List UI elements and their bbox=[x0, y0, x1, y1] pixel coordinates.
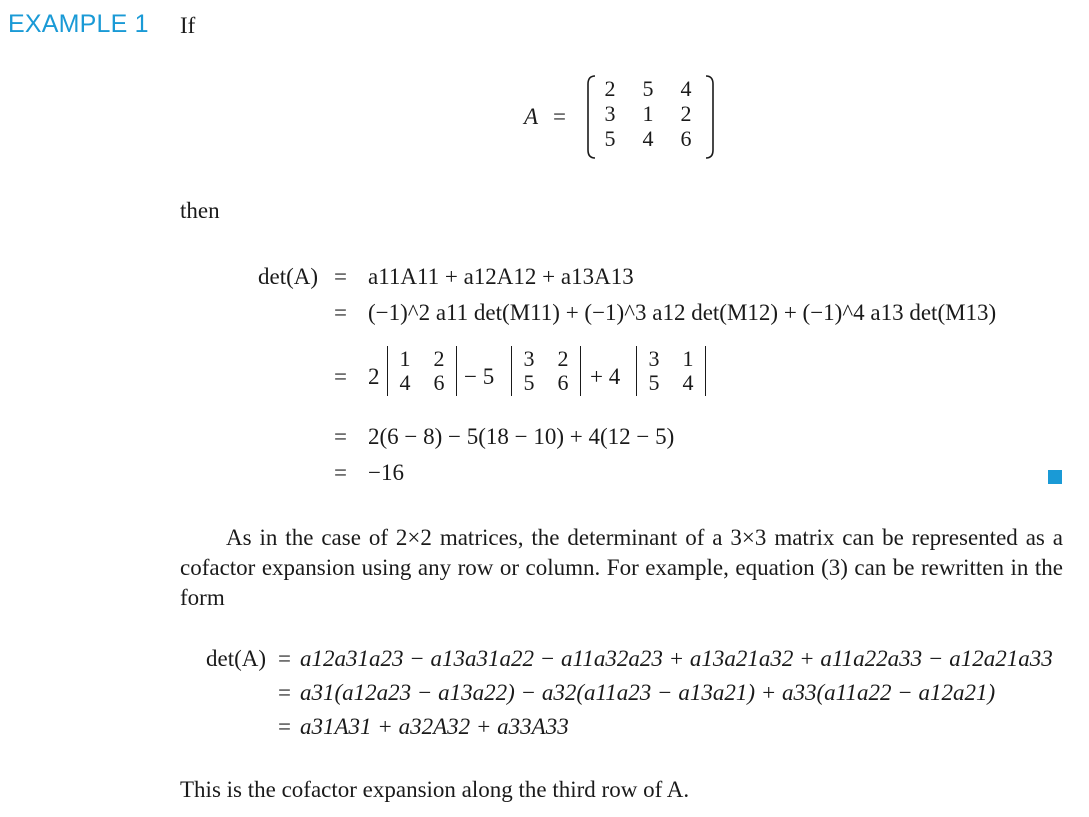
matrix-a bbox=[591, 76, 705, 151]
matrix-name: A bbox=[524, 104, 539, 129]
matrix-cell: 6 bbox=[680, 126, 692, 151]
matrix-cell: 2 bbox=[604, 76, 616, 101]
matrix-cell: 4 bbox=[642, 126, 654, 151]
end-of-example-icon bbox=[1048, 470, 1062, 484]
expansion-equals: = bbox=[278, 714, 291, 739]
det-cell: 3 bbox=[523, 346, 535, 371]
matrix-cell: 3 bbox=[604, 101, 616, 126]
derivation-lhs: det(A) bbox=[258, 264, 319, 289]
matrix-cell: 2 bbox=[680, 101, 692, 126]
det-cell: 5 bbox=[523, 370, 535, 395]
derivation-equals: = bbox=[334, 364, 347, 389]
paragraph-cofactor-intro: As in the case of 2×2 matrices, the determinant of a 3×3 matrix can be represented as a cofactor expansion using any row or column. For example, equation (3) can be rewritten in the form bbox=[180, 525, 1063, 610]
det-cell: 3 bbox=[648, 346, 660, 371]
det-cell: 4 bbox=[682, 370, 694, 395]
conclusion-text: This is the cofactor expansion along the third row of A. bbox=[180, 777, 690, 802]
op-3: + 4 bbox=[590, 364, 621, 389]
derivation-line-2: (−1)^2 a11 det(M11) + (−1)^3 a12 det(M12) + (−1)^4 a13 det(M13) bbox=[368, 300, 997, 325]
det-cell: 1 bbox=[682, 346, 694, 371]
expansion-line-3: a31A31 + a32A32 + a33A33 bbox=[300, 714, 569, 739]
derivation-line-5: −16 bbox=[368, 460, 404, 485]
expansion-equals: = bbox=[278, 680, 291, 705]
example-label: EXAMPLE 1 bbox=[8, 10, 149, 38]
det-cell: 6 bbox=[433, 370, 445, 395]
derivation-equals: = bbox=[334, 300, 347, 325]
minor-det-2 bbox=[511, 346, 581, 396]
op-2: − 5 bbox=[464, 364, 495, 389]
det-cell: 5 bbox=[648, 370, 660, 395]
matrix-cell: 5 bbox=[642, 76, 654, 101]
det-cell: 2 bbox=[557, 346, 569, 371]
expansion-lhs: det(A) bbox=[206, 646, 267, 671]
then-word: then bbox=[180, 198, 220, 223]
matrix-cell: 4 bbox=[680, 76, 692, 101]
matrix-cell: 1 bbox=[642, 101, 654, 126]
matrix-cell: 5 bbox=[604, 126, 616, 151]
matrix-equals: = bbox=[553, 104, 566, 129]
coef-1: 2 bbox=[368, 364, 380, 389]
expansion-line-1: a12a31a23 − a13a31a22 − a11a32a23 + a13a21a32 + a11a22a33 − a12a21a33 bbox=[300, 646, 1053, 671]
det-cell: 1 bbox=[399, 346, 411, 371]
derivation-equals: = bbox=[334, 460, 347, 485]
det-cell: 4 bbox=[399, 370, 411, 395]
det-cell: 2 bbox=[433, 346, 445, 371]
expansion-line-2: a31(a12a23 − a13a22) − a32(a11a23 − a13a21) + a33(a11a22 − a12a21) bbox=[300, 680, 996, 705]
derivation-line-1-text: a11A11 + a12A12 + a13A13 bbox=[368, 264, 634, 289]
derivation-line-1 bbox=[368, 264, 634, 290]
minor-det-3 bbox=[636, 346, 706, 396]
right-brace-icon bbox=[704, 74, 716, 160]
det-cell: 6 bbox=[557, 370, 569, 395]
example-intro: If bbox=[180, 13, 196, 38]
minor-det-1 bbox=[387, 346, 457, 396]
derivation-equals: = bbox=[334, 424, 347, 449]
derivation-line-4: 2(6 − 8) − 5(18 − 10) + 4(12 − 5) bbox=[368, 424, 675, 449]
derivation-equals: = bbox=[334, 264, 347, 289]
expansion-equals: = bbox=[278, 646, 291, 671]
